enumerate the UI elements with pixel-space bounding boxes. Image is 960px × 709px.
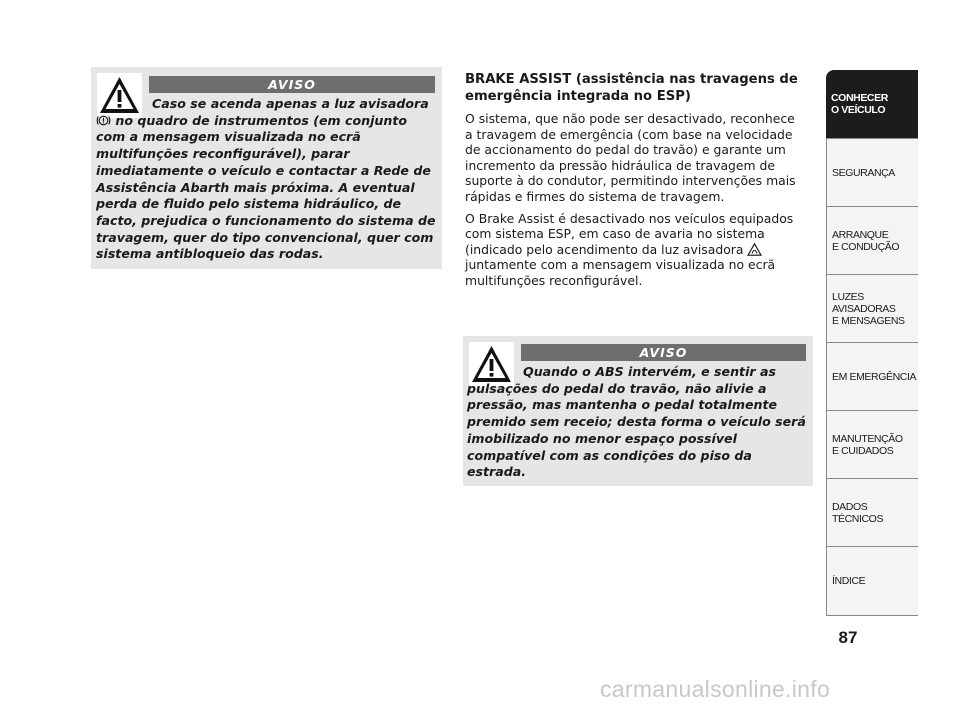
watermark: carmanualsonline.info	[600, 676, 831, 702]
sidebar-tab-label: SEGURANÇA	[832, 166, 895, 179]
chapter-sidebar	[826, 70, 918, 616]
sidebar-tab-3[interactable]	[826, 206, 918, 274]
sidebar-tab-7[interactable]	[826, 478, 918, 546]
sidebar-tab-1[interactable]	[826, 70, 918, 138]
warning-text-part1: Caso se acenda apenas a luz avisadora	[152, 96, 429, 111]
sidebar-tab-label: O VEÍCULO	[831, 104, 886, 116]
sidebar-tab-label: ARRANQUE	[832, 228, 889, 241]
paragraph-2-part1: O Brake Assist é desactivado nos veículos equipados com sistema ESP, em caso de avaria no sistema (indicado pelo acendimento da luz avisadora	[465, 210, 794, 257]
warning-text: Quando o ABS intervém, e sentir as pulsações do pedal do travão, não alivie a pressão, mas mantenha o pedal totalmente premido sem receio; desta forma o veículo será imobilizado no menor espaço possível compatível com as condições do piso da estrada.	[467, 364, 806, 480]
section-heading: BRAKE ASSIST (assistência nas travagens de emergência integrada no ESP)	[465, 72, 798, 104]
warning-box-abs	[463, 336, 813, 486]
sidebar-tab-2[interactable]	[826, 138, 918, 206]
sidebar-tab-label: E CUIDADOS	[832, 444, 894, 457]
sidebar-tab-label: LUZES	[832, 290, 864, 303]
brake-warning-icon	[96, 114, 111, 127]
sidebar-tab-8[interactable]	[826, 546, 918, 616]
aviso-label: AVISO	[149, 76, 435, 93]
esp-warning-icon	[747, 243, 762, 256]
sidebar-tab-6[interactable]	[826, 410, 918, 478]
paragraph-1: O sistema, que não pode ser desactivado, reconhece a travagem de emergência (com base na velocidade de accionamento do pedal do travão) e garante um incremento da pressão hidráulica de travagem de suporte à do condutor, permitindo intervenções mais rápidas e firmes do sistema de travagem.	[465, 111, 796, 204]
warning-text	[96, 96, 439, 263]
sidebar-tab-label: AVISADORAS	[832, 302, 896, 315]
sidebar-tab-label: E MENSAGENS	[832, 314, 905, 327]
paragraph-2-part2: juntamente com a mensagem visualizada no ecrã multifunções reconfigurável.	[465, 257, 776, 288]
sidebar-tab-label: ÍNDICE	[832, 575, 866, 587]
sidebar-tab-label: E CONDUÇÃO	[832, 240, 900, 253]
sidebar-tab-label: TÉCNICOS	[832, 512, 884, 525]
warning-box-brake-fluid	[91, 67, 442, 269]
sidebar-tab-label: DADOS	[832, 500, 868, 513]
main-content	[465, 72, 805, 295]
sidebar-tab-4[interactable]	[826, 274, 918, 342]
sidebar-tab-label: EM EMERGÊNCIA	[832, 370, 917, 383]
warning-text-part2: no quadro de instrumentos (em conjunto com a mensagem visualizada no ecrã multifunções reconfigurável), parar imediatamente o veículo e contactar a Rede de Assistência Abarth mais próxima. A eventual perda de fluido pelo sistema hidráulico, de facto, prejudica o funcionamento do sistema de travagem, quer do tipo convencional, quer com sistema antibloqueio das rodas.	[96, 112, 436, 262]
aviso-label: AVISO	[521, 344, 806, 361]
page-number: 87	[838, 628, 858, 647]
sidebar-tab-label: CONHECER	[831, 92, 888, 104]
paragraph-2	[465, 211, 805, 289]
sidebar-tab-5[interactable]	[826, 342, 918, 410]
sidebar-tab-label: MANUTENÇÃO	[832, 432, 903, 445]
